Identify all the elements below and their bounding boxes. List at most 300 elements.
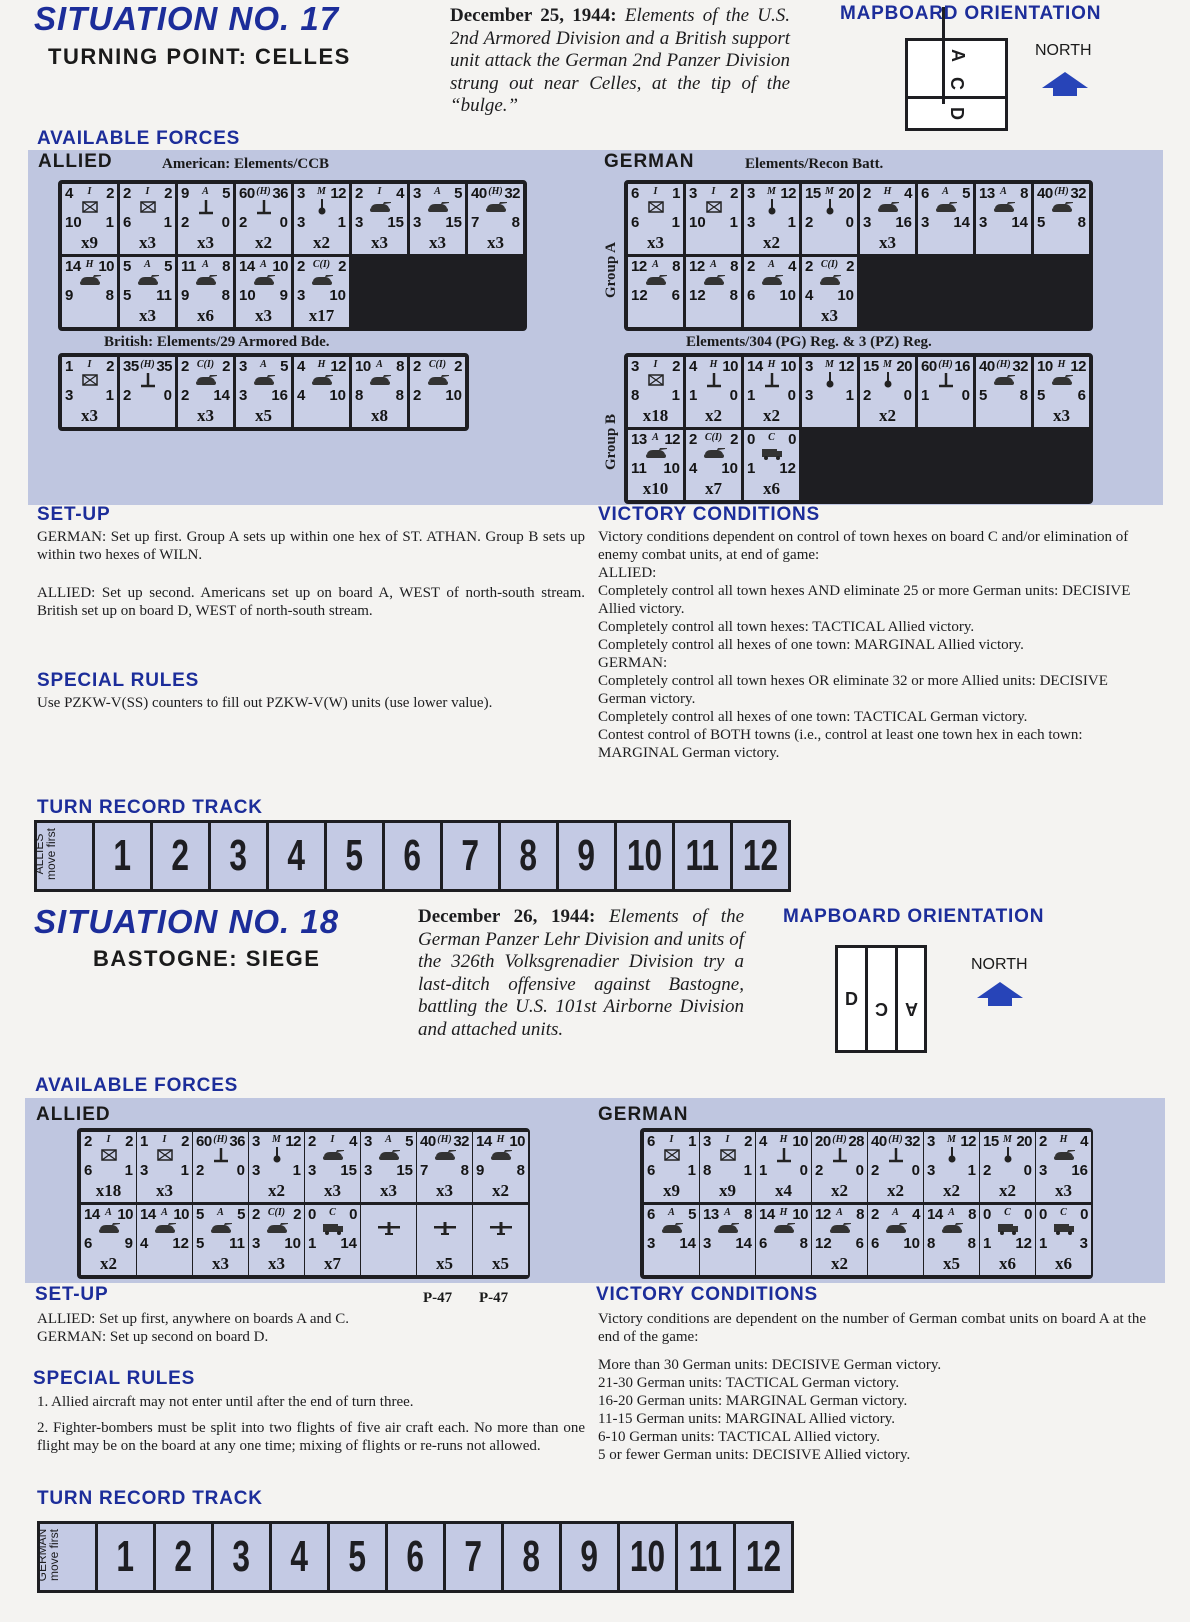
victory-condition-line: Completely control all town hexes OR eliminate 32 or more Allied units: DECISIVE German victory. <box>598 673 1108 707</box>
range: 2 <box>846 258 854 275</box>
attack-factor: 3 <box>805 358 813 375</box>
s18-setup-text <box>37 1310 577 1346</box>
unit-counter <box>81 1205 136 1275</box>
victory-condition-line: 6-10 German units: TACTICAL Allied victory. <box>598 1429 880 1445</box>
scout-infantry-icon <box>78 372 102 388</box>
range: 1 <box>688 1133 696 1150</box>
unit-quantity: x9 <box>663 1181 680 1200</box>
unit-counter <box>193 1132 248 1202</box>
first-mover-label: ALLIES move first <box>32 828 58 881</box>
s17-turn-track <box>34 820 791 892</box>
unit-type: A <box>668 1207 675 1218</box>
movement: 16 <box>271 387 288 404</box>
unit-type: I <box>669 1134 674 1145</box>
attack-factor: 2 <box>805 258 813 275</box>
s18-german-counters <box>640 1128 1093 1279</box>
first-mover-label: GERMAN move first <box>35 1528 61 1582</box>
range: 0 <box>1080 1206 1088 1223</box>
range: 32 <box>904 1133 920 1150</box>
turn-cell[interactable] <box>269 823 324 889</box>
range: 8 <box>222 258 230 275</box>
attack-factor: 14 <box>239 258 255 275</box>
unit-type: C(I) <box>267 1207 286 1218</box>
turn-cell[interactable] <box>98 1524 153 1590</box>
defense-factor: 2 <box>181 214 190 231</box>
unit-type: (H) <box>437 1134 452 1145</box>
victory-condition-line: Completely control all town hexes AND eliminate 25 or more German units: DECISIVE Allied victory. <box>598 583 1131 617</box>
s17-mapboard-heading: MAPBOARD ORIENTATION <box>840 3 1102 24</box>
unit-quantity: x5 <box>492 1254 509 1273</box>
unit-counter <box>756 1132 811 1202</box>
attack-factor: 40 <box>979 358 995 375</box>
movement: 1 <box>787 214 796 231</box>
s18-north-label: NORTH <box>971 956 1028 973</box>
sp-gun-icon <box>1050 372 1074 388</box>
range: 2 <box>106 185 114 202</box>
nebelwerfer-icon <box>934 372 958 388</box>
turn-cell[interactable] <box>501 823 556 889</box>
defense-factor: 2 <box>123 387 132 404</box>
unit-counter <box>744 430 799 500</box>
attack-factor: 3 <box>413 185 421 202</box>
armored-car-icon <box>660 1220 684 1236</box>
unit-quantity: x6 <box>763 479 780 498</box>
unit-quantity: x3 <box>268 1254 285 1273</box>
turn-cell[interactable] <box>559 823 614 889</box>
unit-type: A <box>942 186 949 197</box>
movement: 10 <box>721 460 738 477</box>
unit-counter <box>410 184 465 254</box>
turn-number: 2 <box>171 831 190 880</box>
range: 20 <box>896 358 912 375</box>
unit-type: M <box>825 186 834 197</box>
sp-gun-icon <box>1050 199 1074 215</box>
s18-aircraft-label-2: P-47 <box>479 1290 509 1306</box>
truck-icon <box>760 445 784 461</box>
unit-type: H <box>1059 1134 1068 1145</box>
artillery-105mm-icon <box>209 1147 233 1163</box>
range: 12 <box>960 1133 976 1150</box>
movement: 1 <box>671 214 680 231</box>
turn-cell[interactable] <box>562 1524 617 1590</box>
defense-factor: 3 <box>239 387 248 404</box>
s17-group-b-label: Group B <box>603 414 619 470</box>
turn-cell[interactable] <box>211 823 266 889</box>
range: 8 <box>396 358 404 375</box>
turn-cell[interactable] <box>678 1524 733 1590</box>
movement: 0 <box>279 214 288 231</box>
victory-condition-line: More than 30 German units: DECISIVE German victory. <box>598 1357 942 1373</box>
unit-type: A <box>105 1207 112 1218</box>
range: 20 <box>838 185 854 202</box>
s17-special-heading: SPECIAL RULES <box>37 670 200 691</box>
turn-number: 9 <box>580 1532 599 1581</box>
movement: 10 <box>663 460 680 477</box>
range: 12 <box>330 185 346 202</box>
movement: 12 <box>172 1235 189 1252</box>
attack-factor: 0 <box>747 431 755 448</box>
defense-factor: 5 <box>1037 214 1046 231</box>
attack-factor: 13 <box>703 1206 719 1223</box>
victory-condition-line: 5 or fewer German units: DECISIVE Allied victory. <box>598 1447 911 1463</box>
unit-quantity: x3 <box>821 306 838 325</box>
tank-destroyer-icon <box>153 1220 177 1236</box>
unit-quantity: x7 <box>705 479 722 498</box>
attack-factor: 14 <box>747 358 763 375</box>
movement: 8 <box>105 287 114 304</box>
movement: 14 <box>735 1235 752 1252</box>
movement: 0 <box>903 387 912 404</box>
unit-type: I <box>162 1134 167 1145</box>
range: 2 <box>222 358 230 375</box>
range: 2 <box>744 1133 752 1150</box>
unit-type: A <box>434 186 441 197</box>
unit-type: H <box>709 359 718 370</box>
turn-cell[interactable] <box>95 823 150 889</box>
range: 4 <box>788 258 796 275</box>
defense-factor: 7 <box>420 1162 429 1179</box>
unit-type: I <box>87 186 92 197</box>
unit-counter <box>81 1132 136 1202</box>
turn-cell[interactable] <box>327 823 382 889</box>
hetzer-icon <box>644 272 668 288</box>
movement: 0 <box>845 214 854 231</box>
unit-type: (H) <box>1054 186 1069 197</box>
unit-counter <box>860 184 915 254</box>
s17-groupa-units-label: Elements/Recon Batt. <box>745 156 884 172</box>
turn-cell[interactable] <box>153 823 208 889</box>
unit-quantity: x5 <box>255 406 272 425</box>
attack-factor: 40 <box>1037 185 1053 202</box>
turn-cell[interactable] <box>733 823 788 889</box>
unit-type: C <box>1004 1207 1011 1218</box>
turn-number: 6 <box>406 1532 425 1581</box>
movement: 6 <box>671 287 680 304</box>
unit-counter <box>700 1132 755 1202</box>
unit-quantity: x3 <box>212 1254 229 1273</box>
unit-counter <box>980 1132 1035 1202</box>
victory-condition-line: Completely control all town hexes: TACTICAL Allied victory. <box>598 619 975 635</box>
defense-factor: 2 <box>181 387 190 404</box>
turn-number: 10 <box>626 831 663 880</box>
unit-quantity: x9 <box>81 233 98 252</box>
mortar-81mm-icon <box>760 199 784 215</box>
turn-cell[interactable] <box>272 1524 327 1590</box>
unit-quantity: x3 <box>81 406 98 425</box>
turn-cell[interactable] <box>156 1524 211 1590</box>
s17-board-a: A <box>942 7 971 104</box>
movement: 8 <box>511 214 520 231</box>
movement: 6 <box>1077 387 1086 404</box>
unit-type: I <box>145 186 150 197</box>
unit-type: I <box>711 186 716 197</box>
range: 8 <box>672 258 680 275</box>
range: 12 <box>780 185 796 202</box>
defense-factor: 3 <box>647 1235 656 1252</box>
unit-quantity: x3 <box>371 233 388 252</box>
unit-quantity: x5 <box>436 1254 453 1273</box>
unit-quantity: x3 <box>487 233 504 252</box>
attack-factor: 2 <box>84 1133 92 1150</box>
defense-factor: 3 <box>921 214 930 231</box>
s17-setup-text <box>37 528 585 620</box>
flak-20mm-quad-icon <box>760 372 784 388</box>
unit-type: I <box>653 359 658 370</box>
movement: 0 <box>787 387 796 404</box>
movement: 11 <box>229 1235 245 1252</box>
movement: 8 <box>967 1235 976 1252</box>
range: 10 <box>792 1133 808 1150</box>
unit-type: C(I) <box>820 259 839 270</box>
scout-infantry-icon <box>153 1147 177 1163</box>
s17-german-label: GERMAN <box>604 151 695 172</box>
armored-car-icon <box>426 199 450 215</box>
s17-setup-allied: ALLIED: Set up second. Americans set up on board A, WEST of north-south stream. British set up on board D, WEST of north-south stream. <box>37 585 585 619</box>
unit-counter <box>178 257 233 327</box>
s18-turn-track <box>37 1521 794 1593</box>
s18-allied-label: ALLIED <box>36 1104 111 1125</box>
unit-counter <box>628 357 683 427</box>
movement: 0 <box>855 1162 864 1179</box>
range: 10 <box>98 258 114 275</box>
turn-cell[interactable] <box>675 823 730 889</box>
defense-factor: 4 <box>297 387 306 404</box>
turn-number: 10 <box>629 1532 666 1581</box>
defense-factor: 1 <box>689 387 698 404</box>
unit-counter <box>686 184 741 254</box>
defense-factor: 2 <box>815 1162 824 1179</box>
attack-factor: 15 <box>805 185 821 202</box>
turn-cell[interactable] <box>443 823 498 889</box>
fighter-bomber-icon <box>489 1220 513 1236</box>
range: 32 <box>453 1133 469 1150</box>
turn-cell[interactable] <box>504 1524 559 1590</box>
movement: 12 <box>1015 1235 1032 1252</box>
turn-cell[interactable] <box>446 1524 501 1590</box>
tank-icon <box>489 1147 513 1163</box>
movement: 14 <box>213 387 230 404</box>
range: 10 <box>173 1206 189 1223</box>
attack-factor: 12 <box>815 1206 831 1223</box>
turn-number: 11 <box>685 831 720 880</box>
unit-quantity: x18 <box>95 1181 122 1200</box>
s18-special-rule-1: 1. Allied aircraft may not enter until after the end of turn three. <box>37 1394 414 1410</box>
unit-counter <box>178 357 233 427</box>
unit-counter <box>468 184 523 254</box>
movement: 0 <box>911 1162 920 1179</box>
turn-number: 1 <box>116 1532 135 1581</box>
unit-type: C(I) <box>312 259 331 270</box>
turn-cell[interactable] <box>330 1524 385 1590</box>
range: 2 <box>730 185 738 202</box>
defense-factor: 3 <box>252 1162 261 1179</box>
halftrack-icon <box>368 199 392 215</box>
attack-factor: 14 <box>140 1206 156 1223</box>
unit-type: M <box>767 186 776 197</box>
range: 12 <box>664 431 680 448</box>
turn-cell[interactable] <box>388 1524 443 1590</box>
s17-groupb-units-label: Elements/304 (PG) Reg. & 3 (PZ) Reg. <box>686 334 932 350</box>
attack-factor: 20 <box>815 1133 831 1150</box>
unit-counter <box>1036 1132 1091 1202</box>
range: 12 <box>838 358 854 375</box>
tank-icon <box>644 445 668 461</box>
range: 32 <box>504 185 520 202</box>
attack-factor: 15 <box>983 1133 999 1150</box>
attack-factor: 0 <box>1039 1206 1047 1223</box>
range: 36 <box>272 185 288 202</box>
hetzer-icon <box>828 1220 852 1236</box>
unit-quantity: x3 <box>429 233 446 252</box>
defense-factor: 11 <box>631 460 647 477</box>
attack-factor: 40 <box>420 1133 436 1150</box>
s17-intro-date: December 25, 1944: <box>450 5 617 26</box>
attack-factor: 40 <box>471 185 487 202</box>
movement: 15 <box>445 214 462 231</box>
unit-counter <box>178 184 233 254</box>
s17-victory-text <box>598 528 1148 762</box>
attack-factor: 2 <box>252 1206 260 1223</box>
attack-factor: 1 <box>65 358 73 375</box>
unit-counter <box>294 357 349 427</box>
unit-counter <box>686 257 741 327</box>
range: 5 <box>222 185 230 202</box>
victory-condition-line: Completely control all hexes of one town: TACTICAL German victory. <box>598 709 1028 725</box>
unit-type: A <box>202 259 209 270</box>
s18-allied-counters <box>77 1128 530 1279</box>
victory-condition-line: 11-15 German units: MARGINAL Allied victory. <box>598 1411 896 1427</box>
unit-counter <box>193 1205 248 1275</box>
unit-quantity: x17 <box>308 306 335 325</box>
defense-factor: 12 <box>689 287 706 304</box>
movement: 1 <box>729 214 738 231</box>
unit-type: C <box>768 432 775 443</box>
turn-cell[interactable] <box>620 1524 675 1590</box>
unit-type: A <box>161 1207 168 1218</box>
turn-cell[interactable] <box>214 1524 269 1590</box>
movement: 8 <box>799 1235 808 1252</box>
unit-counter <box>236 257 291 327</box>
movement: 1 <box>671 387 680 404</box>
s18-board-c: C <box>875 998 888 1019</box>
range: 10 <box>509 1133 525 1150</box>
unit-counter <box>644 1205 699 1275</box>
armored-car-icon <box>716 1220 740 1236</box>
unit-type: I <box>377 186 382 197</box>
victory-condition-line: 21-30 German units: TACTICAL German victory. <box>598 1375 900 1391</box>
s18-special-rule-2: 2. Fighter-bombers must be split into two flights of five air craft each. No more than one flight may be on the board at any one time; mixing of flights or re-runs not allowed. <box>37 1420 585 1454</box>
attack-factor: 2 <box>297 258 305 275</box>
unit-type: H <box>85 259 94 270</box>
turn-number: 3 <box>229 831 248 880</box>
armored-car-icon <box>992 199 1016 215</box>
unit-quantity: x3 <box>197 406 214 425</box>
mortar-81mm-icon <box>265 1147 289 1163</box>
unit-quantity: x3 <box>1053 406 1070 425</box>
defense-factor: 1 <box>747 460 756 477</box>
unit-counter <box>628 430 683 500</box>
defense-factor: 3 <box>355 214 364 231</box>
unit-type: H <box>1057 359 1066 370</box>
attack-factor: 4 <box>759 1133 767 1150</box>
movement: 15 <box>396 1162 413 1179</box>
unit-counter <box>120 257 175 327</box>
unit-counter <box>744 257 799 327</box>
turn-cell[interactable] <box>736 1524 791 1590</box>
unit-type: I <box>725 1134 730 1145</box>
unit-type: I <box>87 359 92 370</box>
attack-factor: 3 <box>927 1133 935 1150</box>
defense-factor: 1 <box>747 387 756 404</box>
unit-type: A <box>652 259 659 270</box>
defense-factor: 3 <box>364 1162 373 1179</box>
movement: 14 <box>1011 214 1028 231</box>
movement: 15 <box>340 1162 357 1179</box>
unit-type: M <box>1003 1134 1012 1145</box>
light-tank-icon <box>209 1220 233 1236</box>
tank-destroyer-icon <box>252 272 276 288</box>
range: 8 <box>968 1206 976 1223</box>
unit-counter <box>628 184 683 254</box>
movement: 0 <box>221 214 230 231</box>
defense-factor: 3 <box>703 1235 712 1252</box>
s18-north-arrow-icon <box>975 980 1025 1008</box>
s17-intro-text: Elements of the U.S. 2nd Armored Division and a British support unit attack the German 2nd Panzer Division strung out near Celles, at the tip of the “bulge.” <box>450 5 791 116</box>
unit-counter <box>62 184 117 254</box>
unit-counter <box>305 1132 360 1202</box>
range: 5 <box>164 258 172 275</box>
smg-infantry-icon <box>660 1147 684 1163</box>
movement: 10 <box>284 1235 301 1252</box>
range: 12 <box>1070 358 1086 375</box>
turn-cell[interactable] <box>617 823 672 889</box>
defense-factor: 1 <box>983 1235 992 1252</box>
unit-counter <box>918 357 973 427</box>
attack-factor: 3 <box>239 358 247 375</box>
turn-cell[interactable] <box>385 823 440 889</box>
defense-factor: 3 <box>979 214 988 231</box>
tank-destroyer-icon <box>97 1220 121 1236</box>
defense-factor: 2 <box>805 214 814 231</box>
attack-factor: 14 <box>84 1206 100 1223</box>
range: 2 <box>125 1133 133 1150</box>
artillery-25pdr-icon <box>136 372 160 388</box>
range: 32 <box>1070 185 1086 202</box>
truck-icon <box>996 1220 1020 1236</box>
unit-counter <box>473 1132 528 1202</box>
defense-factor: 5 <box>123 287 132 304</box>
range: 8 <box>1020 185 1028 202</box>
defense-factor: 1 <box>759 1162 768 1179</box>
defense-factor: 2 <box>983 1162 992 1179</box>
defense-factor: 6 <box>123 214 132 231</box>
movement: 9 <box>124 1235 133 1252</box>
mortar-81mm-icon <box>310 199 334 215</box>
unit-counter <box>802 257 857 327</box>
unit-counter <box>410 357 465 427</box>
unit-counter <box>744 184 799 254</box>
unit-quantity: x2 <box>879 406 896 425</box>
s18-subtitle: BASTOGNE: SIEGE <box>93 946 321 971</box>
attack-factor: 3 <box>252 1133 260 1150</box>
defense-factor: 3 <box>927 1162 936 1179</box>
unit-type: (H) <box>938 359 953 370</box>
sp-gun-icon <box>484 199 508 215</box>
range: 8 <box>856 1206 864 1223</box>
s17-title: SITUATION NO. 17 <box>34 0 340 37</box>
movement: 10 <box>329 287 346 304</box>
tank-icon <box>78 272 102 288</box>
